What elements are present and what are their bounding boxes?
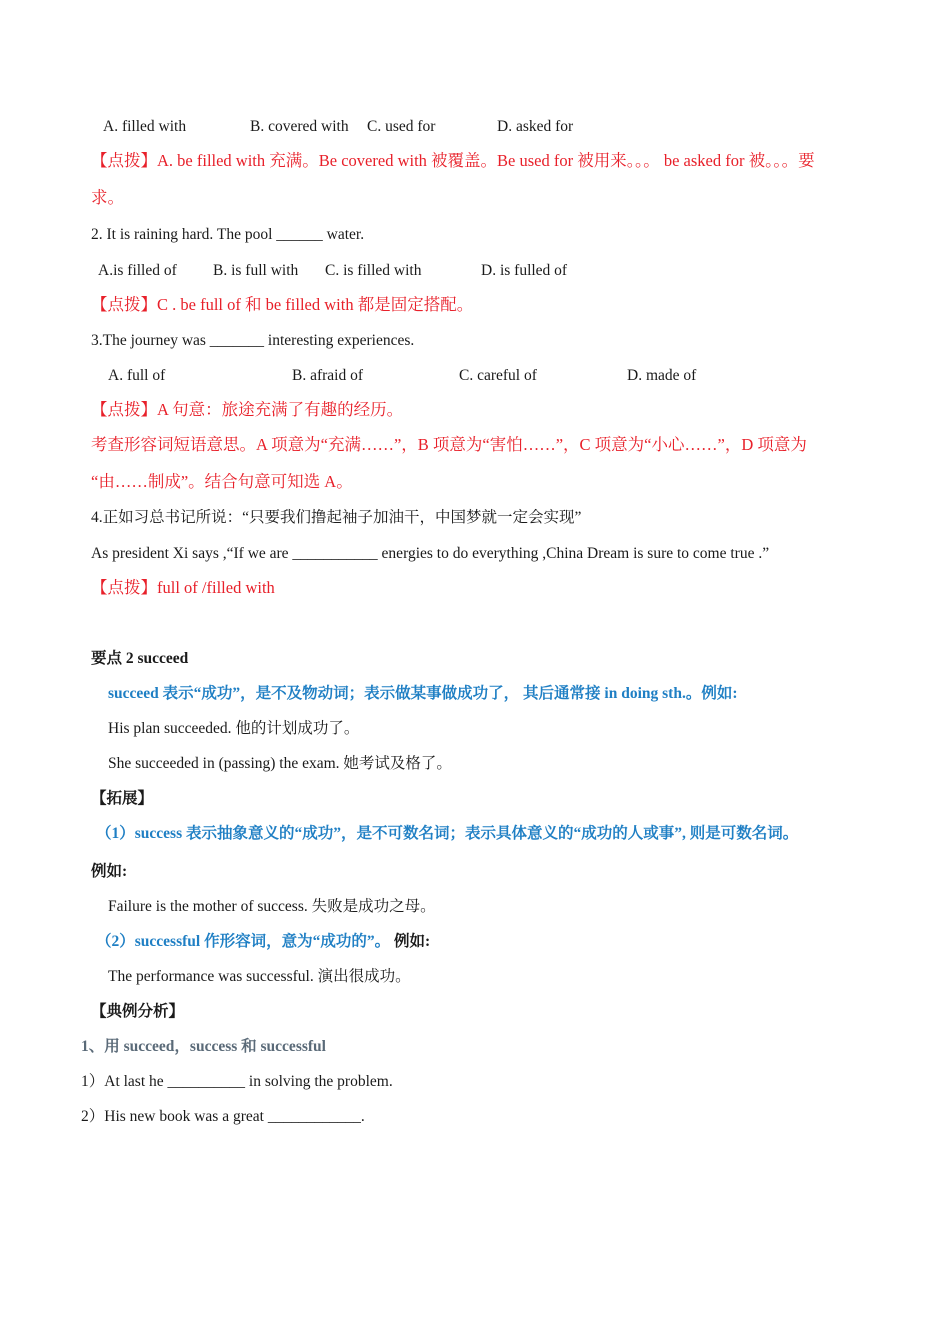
q3-option-d: D. made of [627, 367, 697, 384]
q2-stem: 2. It is raining hard. The pool ______ water. [91, 226, 365, 243]
analysis-item-1: 1）At last he __________ in solving the problem. [81, 1073, 393, 1090]
q3-tip-line3: “由……制成”。结合句意可知选 A。 [91, 472, 353, 491]
point2-rule: succeed 表示“成功”，是不及物动词；表示做某事做成功了， 其后通常接 in doing sth.。例如: [108, 685, 738, 702]
q3-option-b: B. afraid of [292, 367, 364, 384]
expand-title: 【拓展】 [91, 790, 154, 807]
point2-example-1: His plan succeeded. 他的计划成功了。 [108, 720, 360, 737]
q3-tip-line1: 【点拨】A 句意：旅途充满了有趣的经历。 [91, 400, 404, 419]
expand-item-1: （1）success 表示抽象意义的“成功”，是不可数名词；表示具体意义的“成功的人或事”, 则是可数名词。 [96, 825, 799, 842]
analysis-title: 【典例分析】 [91, 1003, 185, 1020]
q1-option-b: B. covered with [250, 118, 349, 135]
q4-stem-en: As president Xi says ,“If we are ___________ energies to do everything ,China Dream is sure to come true .” [91, 545, 770, 562]
q1-tip-line1: 【点拨】A. be filled with 充满。Be covered with 被覆盖。Be used for 被用来。。。 be asked for 被。。。要 [91, 151, 815, 170]
q1-option-a: A. filled with [103, 118, 187, 135]
q3-option-c: C. careful of [459, 367, 537, 384]
q1-option-d: D. asked for [497, 118, 574, 135]
point2-example-2: She succeeded in (passing) the exam. 她考试及格了。 [108, 755, 452, 772]
analysis-item-2: 2）His new book was a great ____________. [81, 1108, 365, 1125]
analysis-task: 1、用 succeed，success 和 successful [81, 1038, 326, 1055]
q2-option-b: B. is full with [213, 262, 299, 279]
expand-item-2-text: （2）successful 作形容词，意为“成功的”。 [96, 933, 391, 950]
q2-option-a: A.is filled of [98, 262, 177, 279]
q2-tip: 【点拨】C . be full of 和 be filled with 都是固定搭配。 [91, 295, 474, 314]
expand-item-2 [96, 932, 430, 952]
q3-stem: 3.The journey was _______ interesting experiences. [91, 332, 415, 349]
q1-option-c: C. used for [367, 118, 436, 135]
q3-tip-line2: 考查形容词短语意思。A 项意为“充满……”，B 项意为“害怕……”，C 项意为“小心……”，D 项意为 [91, 435, 807, 454]
example-label: 例如: [91, 863, 128, 880]
q3-option-a: A. full of [108, 367, 166, 384]
q1-tip-line2: 求。 [91, 188, 124, 207]
q2-option-d: D. is fulled of [481, 262, 568, 279]
q4-tip: 【点拨】full of /filled with [91, 578, 275, 597]
q4-stem-cn: 4.正如习总书记所说：“只要我们撸起袖子加油干，中国梦就一定会实现” [91, 509, 582, 526]
q2-option-c: C. is filled with [325, 262, 422, 279]
point2-example-3: Failure is the mother of success. 失败是成功之母。 [108, 898, 436, 915]
point2-example-4: The performance was successful. 演出很成功。 [108, 968, 411, 985]
expand-item-2-label: 例如: [390, 933, 431, 950]
point2-heading: 要点 2 succeed [91, 650, 189, 667]
